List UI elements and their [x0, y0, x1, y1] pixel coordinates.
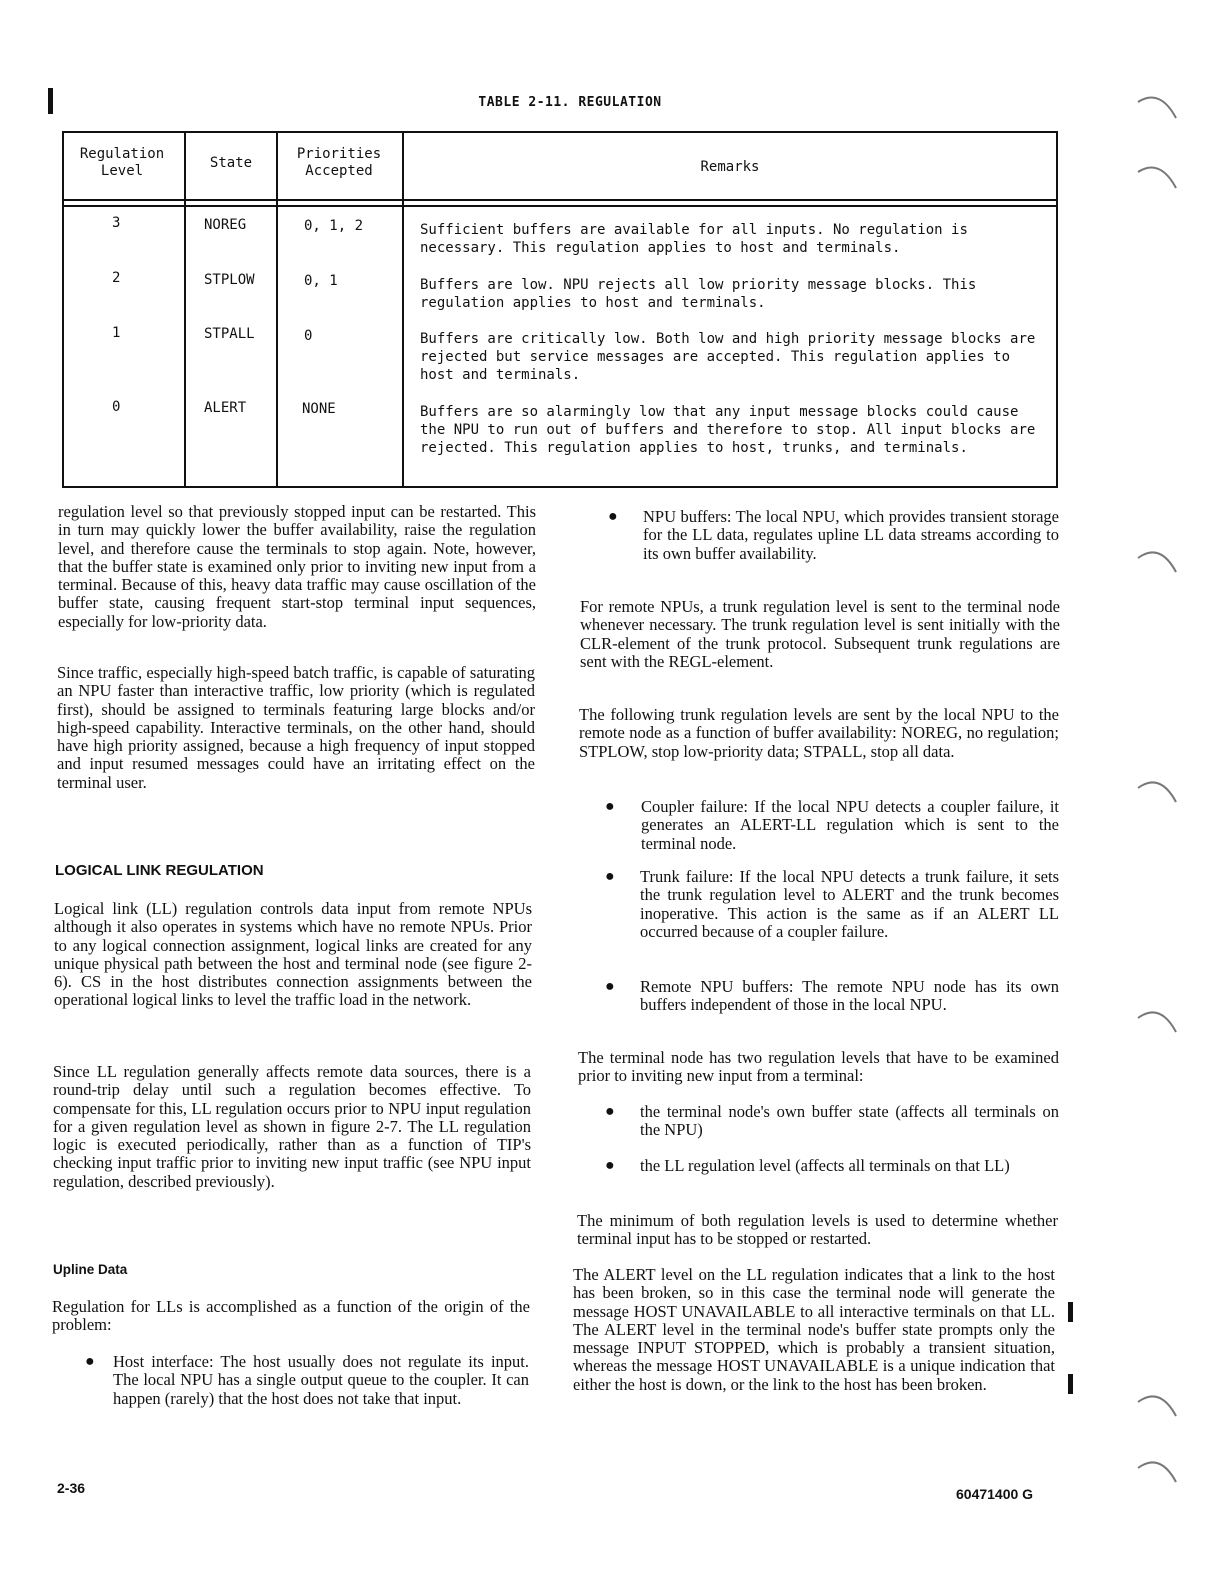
header-remarks: Remarks [700, 159, 760, 175]
cell-priorities: 0, 1 [304, 273, 338, 289]
left-paragraph: regulation level so that previously stopped input can be restarted. This in turn may quickly lower the buffer availability, raise the regulation level, and therefore cause the terminals to stop again. Note, however, that the buffer state is examined only prior to inviting new input from a terminal. Because of this, heavy data traffic may cause oscillation of the buffer state, causing frequent start-stop terminal input sequences, especially for low-priority data. [58, 502, 536, 631]
bullet-icon: ● [605, 978, 615, 995]
cell-state: ALERT [204, 400, 247, 416]
cell-level: 1 [112, 325, 121, 341]
cell-level: 0 [112, 399, 121, 415]
bullet-item: NPU buffers: The local NPU, which provides transient storage for the LL data, regulates upline LL data streams according to its own buffer availability. [643, 507, 1059, 563]
subsection-heading: Upline Data [53, 1262, 128, 1277]
bullet-icon: ● [605, 1157, 615, 1174]
table-divider [276, 131, 278, 488]
page-number: 2-36 [57, 1480, 86, 1496]
cell-remarks: Buffers are critically low. Both low and high priority message blocks are rejected but service messages are accepted. This regulation applies to host and terminals. [420, 331, 1036, 383]
bullet-item: Remote NPU buffers: The remote NPU node has its own buffers independent of those in the local NPU. [640, 977, 1059, 1015]
cell-priorities: NONE [302, 401, 336, 417]
cell-remarks: Buffers are low. NPU rejects all low priority message blocks. This regulation applies to host and terminals. [420, 277, 977, 311]
bullet-icon: ● [608, 508, 618, 525]
left-paragraph: Since LL regulation generally affects remote data sources, there is a round-trip delay until such a regulation becomes effective. To compensate for this, LL regulation occurs prior to NPU input regulation for a given regulation level as shown in figure 2-7. The LL regulation logic is executed periodically, rather than as a function of TIP's checking input traffic prior to inviting new input traffic (see NPU input regulation, described previously). [53, 1062, 531, 1191]
right-paragraph: The following trunk regulation levels are sent by the local NPU to the remote node as a function of buffer availability: NOREG, no regulation; STPLOW, stop low-priority data; STPALL, stop all data. [579, 705, 1059, 761]
bullet-item: the LL regulation level (affects all terminals on that LL) [640, 1156, 1010, 1175]
right-paragraph: For remote NPUs, a trunk regulation level is sent to the terminal node whenever necessary. The trunk regulation level is sent initially with the CLR-element of the trunk protocol. Subsequent trunk regulations are sent with the REGL-element. [580, 597, 1060, 671]
cell-remarks: Sufficient buffers are available for all inputs. No regulation is necessary. This regulation applies to host and terminals. [420, 222, 968, 256]
bullet-icon: ● [605, 1103, 615, 1120]
table-divider [402, 131, 404, 488]
table-header-rule [62, 199, 1058, 201]
header-regulation-level: Regulation Level [79, 146, 165, 179]
left-paragraph: Logical link (LL) regulation controls data input from remote NPUs although it also operates in systems which have no remote NPUs. Prior to any logical connection assignment, logical links are created for any unique physical path between the host and terminal node (see figure 2-6). CS in the host distributes connection assignments between the operational logical links to level the traffic load in the network. [54, 899, 532, 1010]
table-header-rule [62, 205, 1058, 207]
right-paragraph: The ALERT level on the LL regulation indicates that a link to the host has been broken, so in this case the terminal node will generate the message HOST UNAVAILABLE to all interactive terminals on that LL. The ALERT level in the terminal node's buffer state prompts only the message INPUT STOPPED, which is probably a transient situation, whereas the message HOST UNAVAILABLE is a unique indication that either the host is down, or the link to the host has been broken. [573, 1265, 1055, 1394]
header-priorities: Priorities Accepted [296, 146, 382, 179]
bullet-item: the terminal node's own buffer state (affects all terminals on the NPU) [640, 1102, 1059, 1140]
section-heading: LOGICAL LINK REGULATION [55, 862, 264, 879]
bullet-icon: ● [605, 868, 615, 885]
header-state: State [209, 155, 253, 171]
cell-state: STPALL [204, 326, 255, 342]
cell-priorities: 0, 1, 2 [304, 218, 364, 234]
bullet-item: Host interface: The host usually does not regulate its input. The local NPU has a single output queue to the coupler. It can happen (rarely) that the host does not take that input. [113, 1352, 529, 1408]
table-divider [184, 131, 186, 488]
cell-remarks: Buffers are so alarmingly low that any input message blocks could cause the NPU to run out of buffers and therefore to stop. All input blocks are rejected. This regulation applies to host, trunks, and terminals. [420, 404, 1036, 456]
cell-level: 2 [112, 270, 121, 286]
bullet-item: Coupler failure: If the local NPU detects a coupler failure, it generates an ALERT-LL regulation which is sent to the terminal node. [641, 797, 1059, 853]
right-paragraph: The terminal node has two regulation levels that have to be examined prior to inviting new input from a terminal: [578, 1048, 1059, 1086]
left-paragraph: Regulation for LLs is accomplished as a function of the origin of the problem: [52, 1297, 530, 1335]
change-bar [1068, 1302, 1073, 1322]
left-paragraph: Since traffic, especially high-speed batch traffic, is capable of saturating an NPU faster than interactive traffic, low priority (which is regulated first), should be assigned to terminals featuring large blocks and/or high-speed capability. Interactive terminals, on the other hand, should have high priority assigned, because a high frequency of input stopped and input resumed messages could have an irritating effect on the terminal user. [57, 663, 535, 792]
change-bar [1068, 1374, 1073, 1394]
cell-state: STPLOW [204, 272, 255, 288]
cell-priorities: 0 [304, 328, 313, 344]
cell-level: 3 [112, 215, 121, 231]
punch-hole-marks [1130, 80, 1190, 1500]
document-number: 60471400 G [956, 1486, 1034, 1502]
cell-state: NOREG [204, 217, 247, 233]
right-paragraph: The minimum of both regulation levels is used to determine whether terminal input has to be stopped or restarted. [577, 1211, 1058, 1249]
bullet-item: Trunk failure: If the local NPU detects a trunk failure, it sets the trunk regulation level to ALERT and the trunk becomes inoperative. This action is the same as if an ALERT LL occurred because of a coupler failure. [640, 867, 1059, 941]
bullet-icon: ● [85, 1353, 95, 1370]
table-title: TABLE 2-11. REGULATION [478, 95, 662, 110]
bullet-icon: ● [605, 798, 615, 815]
